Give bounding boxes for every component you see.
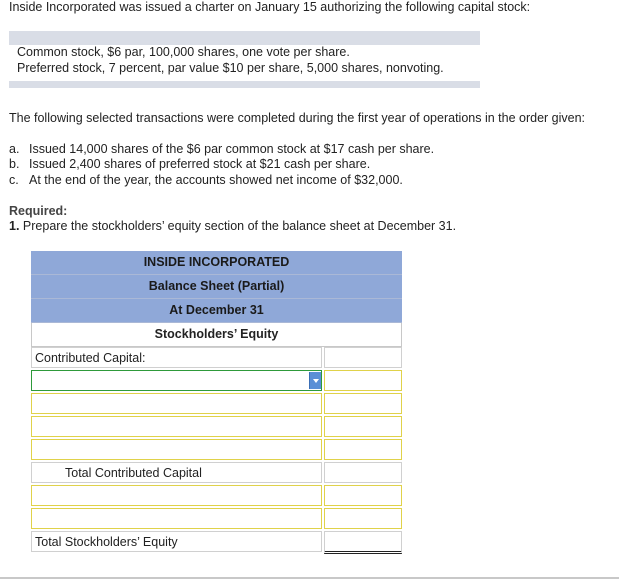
worksheet-row	[31, 439, 402, 462]
worksheet-row	[31, 370, 402, 393]
amount-input[interactable]	[324, 485, 402, 506]
worksheet-row	[31, 531, 402, 554]
worksheet-row	[31, 508, 402, 531]
stock-box-top-bar	[9, 31, 480, 45]
stock-box	[9, 45, 480, 77]
amount-input[interactable]	[324, 508, 402, 529]
contributed-capital-label: Contributed Capital:	[31, 347, 322, 368]
transactions-intro: The following selected transactions were completed during the first year of operations in the order given:	[9, 111, 586, 125]
requirement-number: 1.	[9, 219, 20, 233]
worksheet-row	[31, 485, 402, 508]
amount-input[interactable]	[324, 393, 402, 414]
total-stockholders-equity-amount	[324, 531, 402, 554]
account-input[interactable]	[31, 393, 322, 414]
transaction-item	[9, 157, 370, 171]
transaction-item	[9, 142, 434, 156]
total-stockholders-equity-label: Total Stockholders’ Equity	[31, 531, 322, 552]
amount-cell	[324, 347, 402, 368]
chevron-down-icon[interactable]	[309, 372, 321, 389]
transaction-letter: b.	[9, 157, 20, 171]
transaction-text: Issued 14,000 shares of the $6 par common stock at $17 cash per share.	[29, 142, 435, 156]
bottom-divider	[0, 577, 619, 579]
amount-input[interactable]	[324, 416, 402, 437]
stock-line-preferred: Preferred stock, 7 percent, par value $10 per share, 5,000 shares, nonvoting.	[17, 61, 444, 75]
company-name: INSIDE INCORPORATED	[31, 251, 402, 275]
required-label: Required:	[9, 204, 68, 218]
amount-input[interactable]	[324, 439, 402, 460]
transaction-text: Issued 2,400 shares of preferred stock at $21 cash per share.	[29, 157, 371, 171]
intro-text: Inside Incorporated was issued a charter on January 15 authorizing the following capital stock:	[9, 0, 531, 14]
transaction-text: At the end of the year, the accounts showed net income of $32,000.	[29, 173, 403, 187]
stock-line-common: Common stock, $6 par, 100,000 shares, one vote per share.	[17, 45, 350, 59]
account-input[interactable]	[31, 508, 322, 529]
worksheet-row	[31, 393, 402, 416]
statement-date: At December 31	[31, 299, 402, 323]
section-title: Stockholders’ Equity	[31, 323, 402, 347]
account-input[interactable]	[31, 485, 322, 506]
balance-sheet-worksheet	[31, 251, 402, 554]
worksheet-row	[31, 416, 402, 439]
requirement-1	[9, 219, 456, 233]
requirement-text: Prepare the stockholders’ equity section of the balance sheet at December 31.	[22, 219, 457, 233]
total-contributed-capital-label: Total Contributed Capital	[31, 462, 322, 483]
worksheet-row	[31, 462, 402, 485]
amount-input[interactable]	[324, 370, 402, 391]
total-contributed-capital-amount	[324, 462, 402, 483]
transaction-letter: a.	[9, 142, 20, 156]
statement-title: Balance Sheet (Partial)	[31, 275, 402, 299]
worksheet-row	[31, 347, 402, 370]
account-input[interactable]	[31, 439, 322, 460]
account-select-dropdown[interactable]	[31, 370, 322, 391]
account-input[interactable]	[31, 416, 322, 437]
transaction-item	[9, 173, 403, 187]
stock-box-bottom-bar	[9, 81, 480, 88]
transaction-letter: c.	[9, 173, 19, 187]
